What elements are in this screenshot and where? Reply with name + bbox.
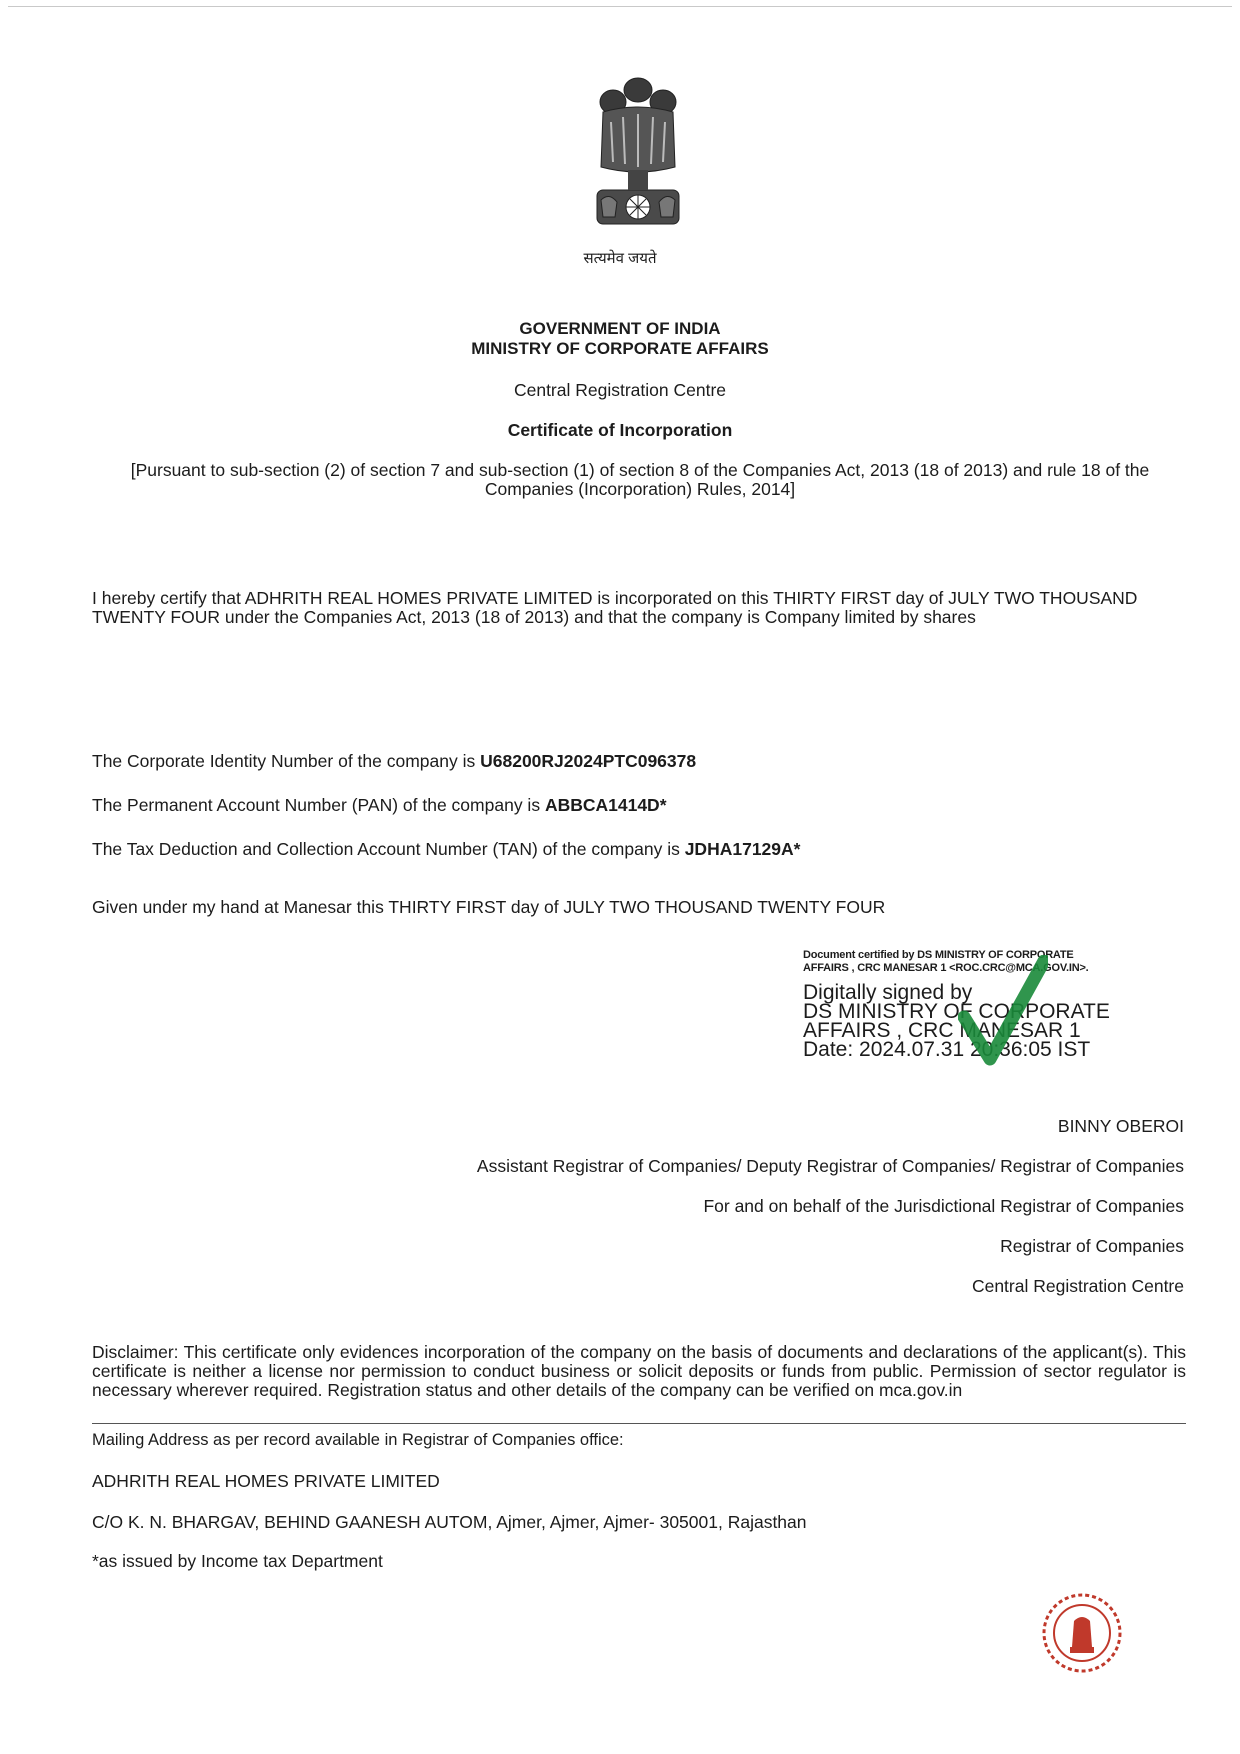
- signature-cert-line-2: AFFAIRS , CRC MANESAR 1 <ROC.CRC@MCA.GOV.IN>.: [803, 962, 1089, 974]
- certify-paragraph: I hereby certify that ADHRITH REAL HOMES PRIVATE LIMITED is incorporated on this THIRTY FIRST day of JULY TWO THOUSAND TWENTY FOUR under the Companies Act, 2013 (18 of 2013) and that the company is Company limited by shares: [92, 588, 1138, 627]
- page-edge: [8, 6, 1232, 7]
- registrar-behalf: For and on behalf of the Jurisdictional Registrar of Companies: [703, 1196, 1184, 1216]
- signature-cert-line-1: Document certified by DS MINISTRY OF CORPORATE: [803, 949, 1074, 961]
- mailing-address: C/O K. N. BHARGAV, BEHIND GAANESH AUTOM, Ajmer, Ajmer, Ajmer- 305001, Rajasthan: [92, 1512, 807, 1532]
- national-emblem-icon: [583, 72, 693, 272]
- signature-line-3: AFFAIRS , CRC MANESAR 1: [803, 1019, 1081, 1042]
- signature-line-2: DS MINISTRY OF CORPORATE: [803, 1000, 1110, 1023]
- mailing-label: Mailing Address as per record available in Registrar of Companies office:: [92, 1431, 624, 1449]
- signature-line-4: Date: 2024.07.31 20:36:05 IST: [803, 1038, 1091, 1061]
- cin-line: [92, 751, 696, 772]
- tan-label: The Tax Deduction and Collection Account Number (TAN) of the company is: [92, 839, 685, 859]
- pursuant-text: [Pursuant to sub-section (2) of section 7 and sub-section (1) of section 8 of the Companies Act, 2013 (18 of 2013) and rule 18 of the Companies (Incorporation) Rules, 2014]: [130, 460, 1150, 499]
- mailing-company: ADHRITH REAL HOMES PRIVATE LIMITED: [92, 1471, 440, 1491]
- disclaimer-text: Disclaimer: This certificate only evidences incorporation of the company on the basis of documents and declarations of the applicant(s). This certificate is neither a license nor permission to conduct business or solicit deposits or funds from public. Permission of sector regulator is necessary wherever required. Registration status and other details of the company can be verified on mca.gov.in: [92, 1342, 1186, 1400]
- signature-valid-check-icon: [958, 955, 1048, 1070]
- pan-label: The Permanent Account Number (PAN) of the company is: [92, 795, 545, 815]
- given-line: Given under my hand at Manesar this THIRTY FIRST day of JULY TWO THOUSAND TWENTY FOUR: [92, 897, 886, 917]
- emblem-motto: सत्यमेव जयते: [583, 250, 657, 267]
- header-registration-centre: Central Registration Centre: [513, 380, 727, 400]
- signature-line-1: Digitally signed by: [803, 981, 973, 1004]
- pan-line: [92, 795, 667, 816]
- header-ministry: MINISTRY OF CORPORATE AFFAIRS: [471, 339, 769, 358]
- page-title: Certificate of Incorporation: [507, 420, 733, 440]
- cin-value: U68200RJ2024PTC096378: [480, 751, 697, 771]
- cin-label: The Corporate Identity Number of the company is: [92, 751, 481, 771]
- registrar-designation: Assistant Registrar of Companies/ Deputy Registrar of Companies/ Registrar of Companies: [476, 1156, 1184, 1176]
- tan-line: [92, 839, 800, 860]
- official-seal-icon: [1040, 1591, 1124, 1675]
- registrar-office: Registrar of Companies: [1000, 1236, 1184, 1256]
- pan-value: ABBCA1414D*: [544, 795, 667, 815]
- registrar-name: BINNY OBEROI: [1057, 1116, 1184, 1136]
- disclaimer-divider: [92, 1423, 1186, 1424]
- registrar-centre: Central Registration Centre: [971, 1276, 1184, 1296]
- tan-value: JDHA17129A*: [684, 839, 801, 859]
- tax-note: *as issued by Income tax Department: [92, 1551, 383, 1571]
- header-government: GOVERNMENT OF INDIA: [519, 319, 721, 338]
